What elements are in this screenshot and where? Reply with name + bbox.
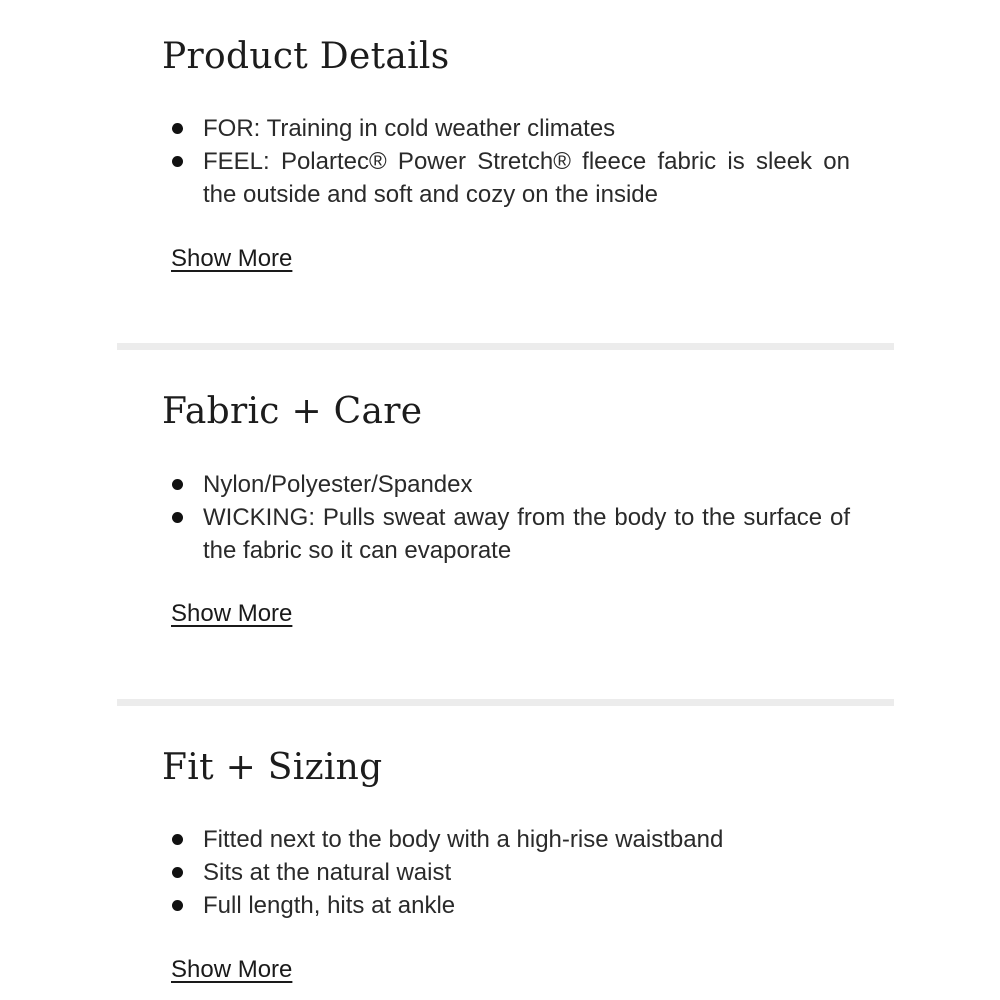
list-item — [168, 112, 850, 145]
bullet-icon — [172, 156, 183, 167]
list-item — [168, 145, 850, 211]
section-divider — [117, 343, 894, 350]
bullet-icon — [172, 867, 183, 878]
section-title: Fabric + Care — [162, 391, 423, 432]
list-item-text: Fitted next to the body with a high-rise waistband — [203, 826, 724, 853]
show-more-link[interactable]: Show More — [171, 245, 293, 272]
bullet-list — [168, 112, 850, 211]
list-item-text: WICKING: Pulls sweat away from the body to the surface of the fabric so it can evaporate — [203, 504, 850, 564]
bullet-icon — [172, 479, 183, 490]
list-item — [168, 823, 850, 856]
list-item-text: FEEL: Polartec® Power Stretch® fleece fabric is sleek on the outside and soft and cozy on the inside — [203, 148, 850, 208]
list-item — [168, 468, 850, 501]
bullet-list — [168, 823, 850, 922]
bullet-icon — [172, 123, 183, 134]
bullet-icon — [172, 512, 183, 523]
section-title: Fit + Sizing — [162, 747, 383, 788]
show-more-link[interactable]: Show More — [171, 956, 293, 983]
section-title: Product Details — [162, 36, 450, 77]
bullet-icon — [172, 900, 183, 911]
list-item-text: Full length, hits at ankle — [203, 892, 456, 919]
list-item — [168, 501, 850, 567]
list-item-text: FOR: Training in cold weather climates — [203, 115, 616, 142]
bullet-list — [168, 468, 850, 567]
section-divider — [117, 699, 894, 706]
show-more-link[interactable]: Show More — [171, 600, 293, 627]
bullet-icon — [172, 834, 183, 845]
list-item-text: Nylon/Polyester/Spandex — [203, 471, 473, 498]
list-item — [168, 856, 850, 889]
list-item — [168, 889, 850, 922]
list-item-text: Sits at the natural waist — [203, 859, 452, 886]
